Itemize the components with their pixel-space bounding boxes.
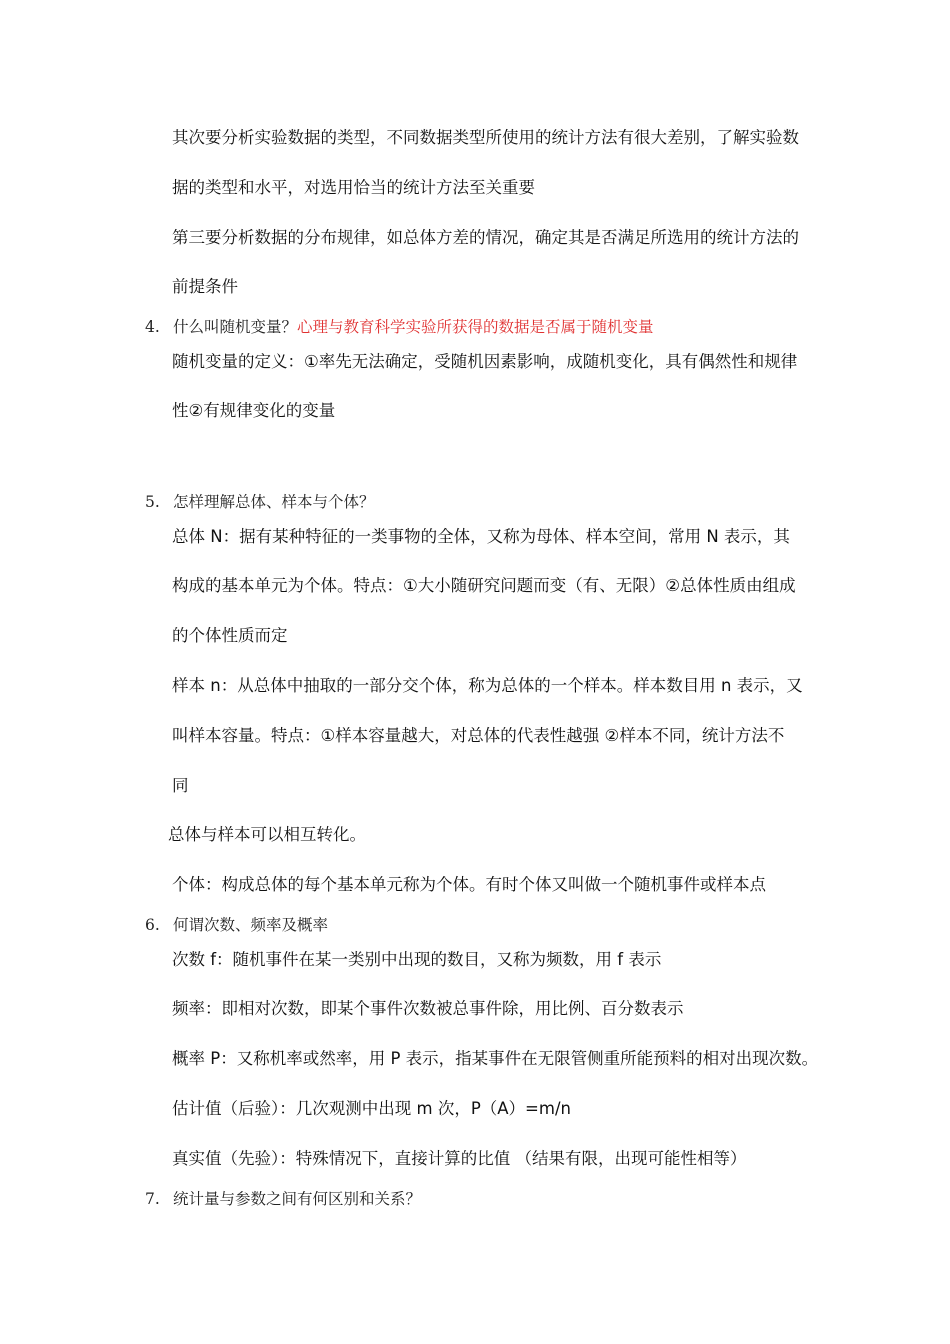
answer-line: 次数 f：随机事件在某一类别中出现的数目，又称为频数，用 f 表示 — [172, 950, 662, 969]
question-number: 6. — [145, 916, 160, 934]
answer-line: 构成的基本单元为个体。特点：①大小随研究问题而变（有、无限）②总体性质由组成 — [172, 576, 796, 595]
answer-line: 总体 N：据有某种特征的一类事物的全体，又称为母体、样本空间，常用 N 表示，其 — [172, 527, 790, 546]
answer-line: 叫样本容量。特点：①样本容量越大，对总体的代表性越强 ②样本不同，统计方法不 — [172, 726, 785, 745]
paragraph-line: 前提条件 — [172, 277, 238, 296]
question-7-heading — [145, 1188, 421, 1210]
question-title: 统计量与参数之间有何区别和关系？ — [173, 1190, 422, 1208]
answer-line: 随机变量的定义：①率先无法确定，受随机因素影响，成随机变化，具有偶然性和规律 — [172, 352, 798, 371]
question-4-heading — [145, 316, 654, 338]
answer-line: 估计值（后验）：几次观测中出现 m 次，P（A）=m/n — [172, 1099, 571, 1118]
paragraph-line: 据的类型和水平，对选用恰当的统计方法至关重要 — [172, 178, 535, 197]
question-number: 4. — [145, 318, 160, 336]
question-highlight: 心理与教育科学实验所获得的数据是否属于随机变量 — [297, 318, 654, 336]
answer-line: 性②有规律变化的变量 — [172, 401, 336, 420]
answer-line: 频率：即相对次数，即某个事件次数被总事件除，用比例、百分数表示 — [172, 999, 684, 1018]
question-6-heading — [145, 914, 328, 936]
answer-line: 概率 P：又称机率或然率，用 P 表示，指某事件在无限管侧重所能预料的相对出现次数。 — [172, 1049, 819, 1068]
question-title: 怎样理解总体、样本与个体？ — [173, 493, 375, 511]
answer-line: 总体与样本可以相互转化。 — [168, 825, 366, 844]
paragraph-line: 其次要分析实验数据的类型，不同数据类型所使用的统计方法有很大差别，了解实验数 — [172, 128, 799, 147]
question-number: 7. — [145, 1190, 160, 1208]
answer-line: 同 — [172, 776, 189, 795]
question-title: 什么叫随机变量？ — [173, 318, 298, 336]
answer-line: 样本 n：从总体中抽取的一部分交个体，称为总体的一个样本。样本数目用 n 表示，又 — [172, 676, 803, 695]
question-title: 何谓次数、频率及概率 — [173, 916, 329, 934]
answer-line: 个体：构成总体的每个基本单元称为个体。有时个体又叫做一个随机事件或样本点 — [172, 875, 766, 894]
question-5-heading — [145, 491, 375, 513]
answer-line: 真实值（先验）：特殊情况下，直接计算的比值 （结果有限，出现可能性相等） — [172, 1149, 747, 1168]
answer-line: 的个体性质而定 — [172, 626, 288, 645]
paragraph-line: 第三要分析数据的分布规律，如总体方差的情况，确定其是否满足所选用的统计方法的 — [172, 228, 799, 247]
question-number: 5. — [145, 493, 160, 511]
